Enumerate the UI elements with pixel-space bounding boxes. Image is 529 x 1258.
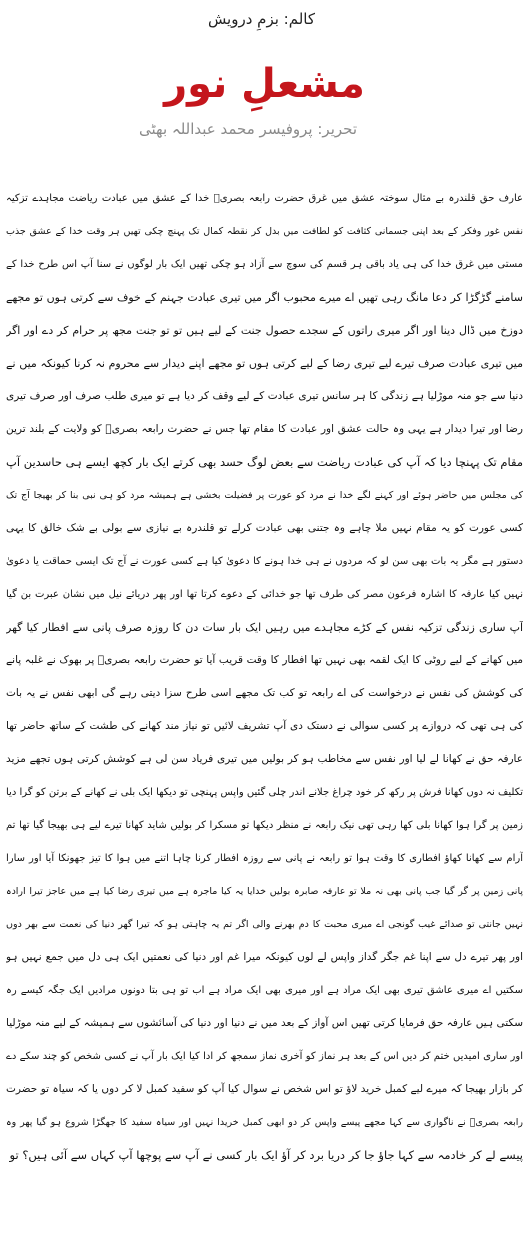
article-line: سکتی ہیں عارفہ حق فرمایا کرتی تھیں اس آواز کے بعد میں نے دنیا اور دنیا کی آسائشوں سے ہمیشہ کے لیے منہ موڑلیا <box>6 1017 523 1029</box>
article-line: کی ہی تھی کہ دروازے پر کسی سوالی نے دستک دی آپ تشریف لائیں تو نیاز مند کھانے کی طشت کے ساتھ حاضر تھا <box>6 720 523 732</box>
headline: مشعلِ نور <box>164 61 365 107</box>
article-line: سامنے گڑگڑا کر دعا مانگ رہی تھیں اے میرے محبوب اگر میں تیری عبادت جہنم کے خوف سے کرتی ہوں تو مجھے <box>6 291 523 304</box>
column-label: کالم: بزمِ درویش <box>207 10 315 28</box>
article-line: اور پھر تیرے دل سے اپنا غم جگر گداز واپس لے لوں کیونکہ میرا غم اور دنیا کی نعمتیں ایک ہی دل میں جمع نہیں ہو <box>6 951 523 963</box>
article-line: پانی زمین پر گر گیا جب پانی بھی نہ ملا تو عارفہ صابرہ بولیں خدایا یہ کیا ماجرہ ہے میں تیری رضا کیا ہے میں عاجز تیرا ارادہ <box>6 886 523 897</box>
article-line: دنیا سے جو منہ موڑلیا ہے زندگی کا ہر سانس تیری عبادت کے لیے وقف کر دیا ہے تو میری طلب صرف اور صرف تیری <box>6 390 523 402</box>
article-line: کی کوشش کی نفس نے درخواست کی اے رابعہ تو کب تک مجھے اسی طرح سزا دیتی رہے گی ابھی نفس نے یہ بات <box>6 687 523 699</box>
article-line: تکلیف نہ دوں کھانا فرش پر رکھ کر خود چراغ جلانے اندر چلی گئیں واپس پہنچی تو دیکھا ایک بلی نے کھانے کے برتن کو گرا دیا <box>6 787 523 798</box>
article-line: میں تیری عبادت صرف تیرے لیے تیری رضا کے لیے کرتی ہوں تو مجھے اپنے دیدار سے محروم نہ کرنا کیونکہ میں نے <box>6 357 523 370</box>
byline: تحریر: پروفیسر محمد عبداللہ بھٹی <box>139 120 357 138</box>
article-line: زمین پر گرا ہوا کھانا بلی کھا رہی تھی نیک رابعہ نے منظر دیکھا تو مسکرا کر بولیں شاید کھانا تیرے لیے ہی بھیجا گیا تھا تم <box>6 820 523 831</box>
article-line: نفس غور وفکر کے بعد اپنی جسمانی کثافت کو لطافت میں بدل کر نقطہ کمال تک پہنچ چکی تھیں ہر وقت خدا کے عشق جذب <box>6 226 523 237</box>
article-line: دستور ہے مگر یہ بات بھی سن لو کہ مردوں نے ہی خدا ہونے کا دعویٰ کیا ہے کسی عورت نے آج تک ایسی حماقت یا دعویٰ <box>6 556 523 567</box>
article-line: کی مجلس میں حاضر ہوئے اور کہنے لگے خدا نے مرد کو عورت پر فضیلت بخشی ہے ہمیشہ مرد کو ہی نبی بنا کر بھیجا آج تک <box>6 490 523 501</box>
article-line: عارفہ حق نے کھانا لے لیا اور نفس سے مخاطب ہو کر بولیں میں تیری فریاد سن لی ہے کوشش کرتی ہوں تجھے مزید <box>6 753 523 765</box>
article-line: مستی میں غرق خدا کی ہی یاد باقی ہر قسم کی سوچ سے آزاد ہو چکی تھیں ایک بار لوگوں نے سنا آپ اس طرح خدا کے <box>6 259 523 270</box>
article-line: رضا اور تیرا دیدار ہے یہی وہ حالت عشق اور عبادت کا مقام تھا جس نے حضرت رابعہ بصریؒ کو ولایت کے بلند ترین <box>6 423 523 435</box>
article-line: آرام سے کھانا کھاؤ افطاری کا وقت ہوا تو رابعہ نے پانی سے روزہ افطار کرنا چاہا اتنے میں ہوا کا تیز جھونکا آیا اور سارا <box>6 853 523 864</box>
article-line: دوزخ میں ڈال دینا اور اگر میری راتوں کے سجدے حصول جنت کے لیے ہیں تو تو جنت مجھ پر حرام کر دے اور اگر <box>6 324 523 337</box>
article-line: اور ساری امیدیں ختم کر دیں اس کے بعد ہر نماز کو آخری نماز سمجھ کر ادا کیا ایک بار آپ نے کسی شخص کو چند سکے دے <box>6 1051 523 1062</box>
article-line: کسی عورت کو یہ مقام نہیں ملا چاہے وہ جتنی بھی عبادت کرلے تو قلندرہ بے نیازی سے بولی بے شک خالق کا یہی <box>6 522 523 534</box>
article-body <box>6 182 523 1172</box>
article-line: آپ ساری زندگی تزکیہ نفس کے کڑے مجاہدے میں رہیں ایک بار سات دن کا روزہ صرف پانی سے افطار کیا گھر <box>6 621 523 634</box>
article-line: نہیں جانتی تو صدائے غیب گونجی اے میری محبت کا دم بھرنے والی اگر تم یہ چاہتی ہو کہ تیرا گھر دنیا کی نعمت سے بھر دوں <box>6 919 523 930</box>
article-line: پیسے لے کر خادمہ سے کہا جاؤ جا کر دریا برد کر آؤ ایک بار کسی نے آپ سے پوچھا آپ کہاں سے آئی ہیں؟ تو <box>9 1148 523 1162</box>
article-line: مقام تک پہنچا دیا کہ آپ کی عبادت ریاضت سے بعض لوگ حسد بھی کرتے ایک بار کچھ ایسے ہی حاسدین آپ <box>6 455 523 469</box>
article-line: میں کھانے کے لیے روٹی کا ایک لقمہ بھی نہیں تھا افطار کا وقت قریب آیا تو حضرت رابعہ بصریؒ پر بھوک نے غلبہ پانے <box>6 654 523 666</box>
article-line: عارف حق قلندرہ بے مثال سوختہ عشق میں غرق حضرت رابعہ بصریؒ خدا کے عشق میں عبادت ریاضت مجاہدے تزکیہ <box>6 193 523 204</box>
article-line: نہیں کیا عارفہ کا اشارہ فرعون مصر کی طرف تھا جو خدائی کے دعوے کرتا تھا اور پھر دریائے نیل میں نشان عبرت بن گیا <box>6 589 523 600</box>
article-line: کر بازار بھیجا کہ میرے لیے کمبل خرید لاؤ تو اس شخص نے سوال کیا آپ کو سفید کمبل لا کر دوں یا کہ سیاہ تو حضرت <box>6 1083 523 1095</box>
article-line: رابعہ بصریؒ نے ناگواری سے کہا مجھے پیسے واپس کر دو ابھی کمبل خریدا نہیں اور سیاہ سفید کا جھگڑا شروع ہو گیا پھر وہ <box>6 1117 523 1128</box>
article-line: سکتیں اے میری عاشق تیری بھی ایک مراد ہے اور میری بھی ایک مراد ہے اب تو ہی بتا دونوں مرادیں ایک جگہ کیسے رہ <box>6 985 523 996</box>
